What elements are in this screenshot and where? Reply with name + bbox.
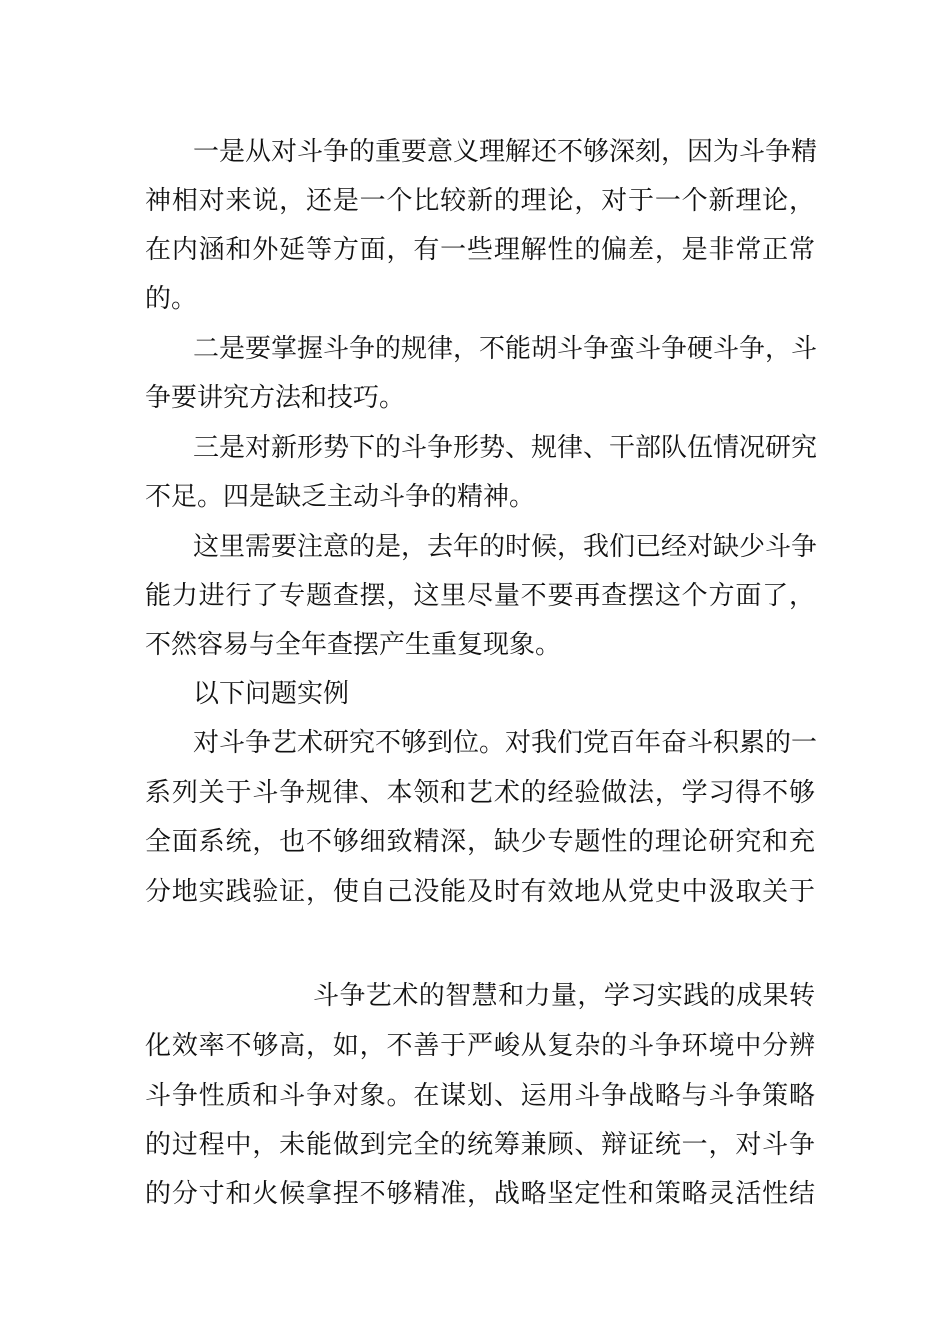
paragraph-1-line-1: 一是从对斗争的重要意义理解还不够深刻，因为斗争精 <box>193 137 818 167</box>
paragraph-3-line-1: 三是对新形势下的斗争形势、规律、干部队伍情况研究 <box>193 433 818 463</box>
paragraph-1-line-4: 的。 <box>145 284 198 314</box>
paragraph-2-line-1: 二是要掌握斗争的规律，不能胡斗争蛮斗争硬斗争，斗 <box>193 334 818 364</box>
paragraph-2-line-2: 争要讲究方法和技巧。 <box>145 383 406 413</box>
paragraph-4-line-2: 能力进行了专题查摆，这里尽量不要再查摆这个方面了， <box>145 581 815 611</box>
paragraph-6-line-3: 全面系统，也不够细致精深，缺少专题性的理论研究和充 <box>145 827 815 857</box>
paragraph-7-line-1: 斗争艺术的智慧和力量，学习实践的成果转 <box>313 981 815 1011</box>
paragraph-3-line-2: 不足。四是缺乏主动斗争的精神。 <box>145 482 536 512</box>
paragraph-7-line-5: 的分寸和火候拿捏不够精准，战略坚定性和策略灵活性结 <box>145 1179 815 1209</box>
examples-heading: 以下问题实例 <box>193 679 350 709</box>
paragraph-6-line-2: 系列关于斗争规律、本领和艺术的经验做法，学习得不够 <box>145 778 815 808</box>
paragraph-7-line-2: 化效率不够高，如，不善于严峻从复杂的斗争环境中分辨 <box>145 1031 815 1061</box>
paragraph-4-line-1: 这里需要注意的是，去年的时候，我们已经对缺少斗争 <box>193 532 818 562</box>
paragraph-6-line-4: 分地实践验证，使自己没能及时有效地从党史中汲取关于 <box>145 877 815 907</box>
paragraph-7-line-4: 的过程中，未能做到完全的统筹兼顾、辩证统一，对斗争 <box>145 1130 815 1160</box>
paragraph-1-line-2: 神相对来说，还是一个比较新的理论，对于一个新理论， <box>145 186 815 216</box>
paragraph-6-line-1: 对斗争艺术研究不够到位。对我们党百年奋斗积累的一 <box>193 728 818 758</box>
paragraph-4-line-3: 不然容易与全年查摆产生重复现象。 <box>145 630 562 660</box>
paragraph-7-line-3: 斗争性质和斗争对象。在谋划、运用斗争战略与斗争策略 <box>145 1081 815 1111</box>
paragraph-1-line-3: 在内涵和外延等方面，有一些理解性的偏差，是非常正常 <box>145 235 815 265</box>
